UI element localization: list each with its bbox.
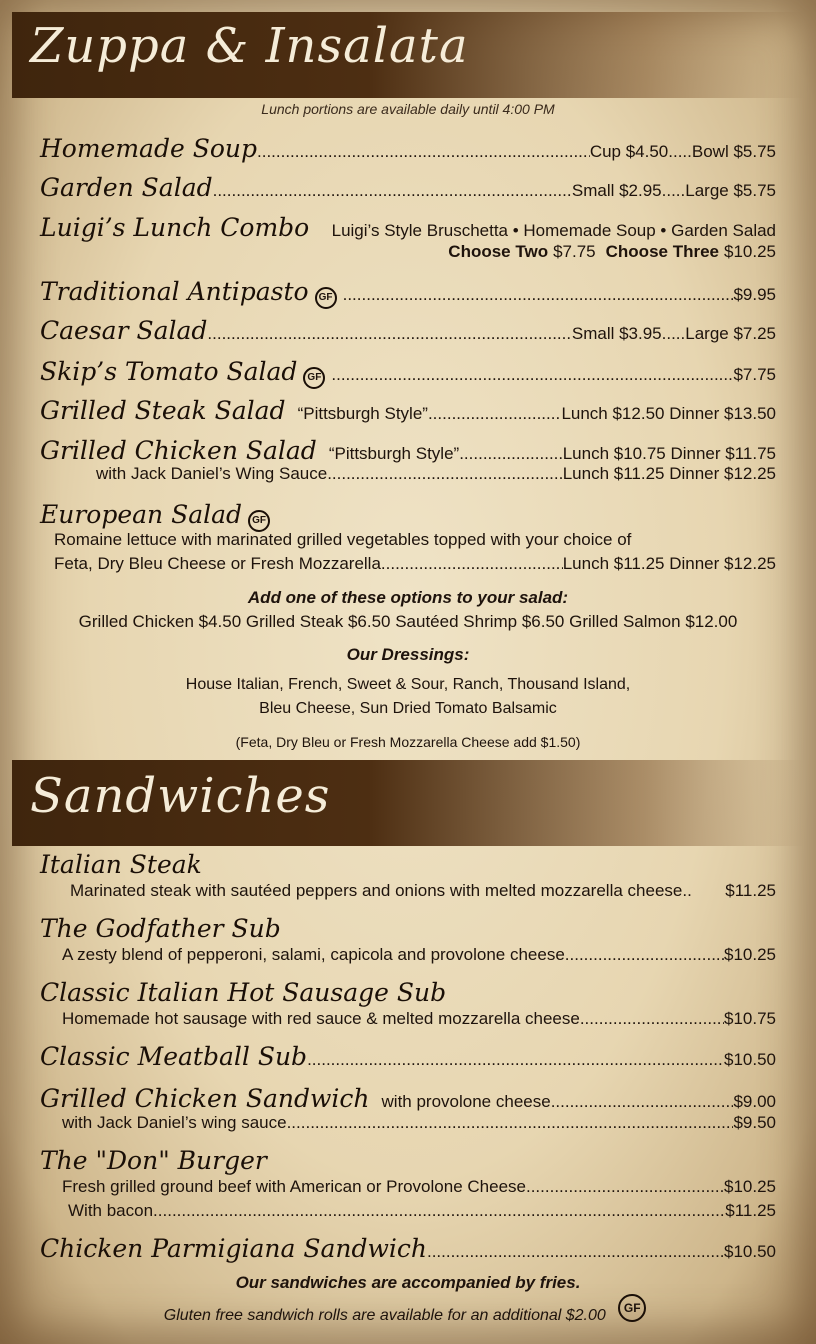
item-desc: Luigi’s Style Bruschetta • Homemade Soup • Garden Salad <box>331 221 776 240</box>
item-name: The "Don" Burger <box>40 1146 267 1175</box>
item-desc: Romaine lettuce with marinated grilled vegetables topped with your choice of <box>54 530 632 549</box>
leader-dots <box>526 1177 724 1197</box>
item-sub-price: Lunch $11.25 Dinner $12.25 <box>562 464 776 483</box>
gluten-free-badge: GF <box>303 367 325 389</box>
sandwich-hot-sausage <box>40 978 776 1007</box>
item-desc: “Pittsburgh Style” <box>328 444 460 463</box>
zuppa-title: Zuppa & Insalata <box>30 18 469 74</box>
item-price: Lunch $12.50 Dinner $13.50 <box>561 404 776 423</box>
sandwich-godfather-desc <box>62 945 776 965</box>
leader-dots <box>287 1113 734 1133</box>
dressings-line-1: House Italian, French, Sweet & Sour, Ranch, Thousand Island, <box>185 676 631 693</box>
choose-two-price: $7.75 <box>553 242 596 261</box>
item-name: Classic Meatball Sub <box>40 1042 308 1071</box>
item-price: $10.25 <box>724 945 776 964</box>
menu-item-tomato-salad <box>40 357 776 389</box>
item-desc: “Pittsburgh Style” <box>297 404 428 423</box>
leader-dots <box>428 404 561 424</box>
leader-dots <box>565 945 724 965</box>
sandwich-don-burger-desc <box>62 1177 776 1197</box>
menu-item-chicken-salad <box>40 436 776 465</box>
lunch-note: Lunch portions are available daily until 4:00 PM <box>261 101 555 117</box>
item-price: $10.50 <box>724 1242 776 1261</box>
gluten-free-badge: GF <box>315 287 337 309</box>
menu-item-antipasto <box>40 277 776 309</box>
sandwich-godfather <box>40 914 776 943</box>
leader-dots <box>427 1242 724 1262</box>
item-price: Lunch $11.25 Dinner $12.25 <box>562 554 776 573</box>
sandwich-italian-steak-desc <box>70 881 776 901</box>
item-desc: with provolone cheese <box>381 1092 551 1111</box>
cheese-note: (Feta, Dry Bleu or Fresh Mozzarella Cheese add $1.50) <box>235 734 581 750</box>
sandwich-hot-sausage-desc <box>62 1009 776 1029</box>
item-desc: Marinated steak with sautéed peppers and onions with melted mozzarella cheese.. <box>70 881 692 900</box>
item-price: $10.75 <box>724 1009 776 1028</box>
leader-dots <box>213 181 572 201</box>
sandwiches-title: Sandwiches <box>30 768 331 824</box>
sandwich-meatball <box>40 1042 776 1071</box>
item-name: Chicken Parmigiana Sandwich <box>40 1234 427 1263</box>
item-name: Italian Steak <box>40 850 202 879</box>
item-name: Grilled Chicken Sandwich <box>40 1084 370 1113</box>
addons-title: Add one of these options to your salad: <box>247 588 569 607</box>
item-name: Grilled Steak Salad <box>40 396 286 425</box>
leader-dots <box>307 1050 724 1070</box>
item-name: Caesar Salad <box>40 316 208 345</box>
item-name: Classic Italian Hot Sausage Sub <box>40 978 447 1007</box>
sandwich-italian-steak <box>40 850 776 879</box>
sandwich-grilled-chicken <box>40 1084 776 1113</box>
leader-dots <box>207 324 571 344</box>
item-price: Cup $4.50.....Bowl $5.75 <box>589 142 776 161</box>
european-salad-price-line <box>54 554 776 574</box>
item-sub-desc: With bacon <box>68 1201 154 1220</box>
leader-dots <box>257 142 590 162</box>
choose-three-price: $10.25 <box>724 242 776 261</box>
gluten-free-badge: GF <box>248 510 270 532</box>
item-name: Homemade Soup <box>40 134 257 163</box>
menu-item-chicken-salad-variant <box>96 464 776 484</box>
sandwich-don-burger-variant <box>68 1201 776 1221</box>
fries-note: Our sandwiches are accompanied by fries. <box>235 1273 581 1292</box>
sandwich-grilled-chicken-variant <box>62 1113 776 1133</box>
item-price: $9.00 <box>733 1092 776 1111</box>
dressings-title: Our Dressings: <box>346 645 470 664</box>
item-desc-2: Feta, Dry Bleu Cheese or Fresh Mozzarella <box>54 554 381 573</box>
item-price: $11.25 <box>725 881 776 900</box>
sandwich-chicken-parmigiana <box>40 1234 776 1263</box>
item-price: $7.75 <box>733 365 776 384</box>
item-desc: Homemade hot sausage with red sauce & melted mozzarella cheese <box>62 1009 580 1028</box>
item-sub-price: $11.25 <box>725 1201 776 1220</box>
sandwich-don-burger <box>40 1146 776 1175</box>
item-price: $9.95 <box>733 285 776 304</box>
item-name: Grilled Chicken Salad <box>40 436 317 465</box>
menu-item-homemade-soup <box>40 134 776 163</box>
menu-item-caesar-salad <box>40 316 776 345</box>
leader-dots <box>343 285 734 305</box>
item-name: Traditional Antipasto <box>40 277 309 306</box>
sandwiches-banner <box>12 760 804 846</box>
item-price: Lunch $10.75 Dinner $11.75 <box>562 444 776 463</box>
menu-item-lunch-combo <box>40 213 776 242</box>
item-sub-desc: with Jack Daniel’s Wing Sauce <box>96 464 328 483</box>
item-name: Garden Salad <box>40 173 213 202</box>
item-price: $10.25 <box>724 1177 776 1196</box>
menu-item-garden-salad <box>40 173 776 202</box>
item-name: The Godfather Sub <box>40 914 281 943</box>
item-price: $10.50 <box>724 1050 776 1069</box>
item-name: Skip’s Tomato Salad <box>40 357 298 386</box>
addons-list: Grilled Chicken $4.50 Grilled Steak $6.50 Sautéed Shrimp $6.50 Grilled Salmon $12.00 <box>78 612 738 631</box>
menu-item-steak-salad <box>40 396 776 425</box>
leader-dots <box>153 1201 725 1221</box>
item-name: European Salad <box>40 500 243 529</box>
leader-dots <box>327 464 563 484</box>
leader-dots <box>459 444 563 464</box>
choose-two-label: Choose Two <box>448 242 549 261</box>
item-sub-desc: with Jack Daniel’s wing sauce <box>62 1113 287 1132</box>
leader-dots <box>551 1092 734 1112</box>
zuppa-banner <box>12 12 804 98</box>
menu-item-european-salad <box>40 500 776 532</box>
gf-note-text: Gluten free sandwich rolls are available for an additional $2.00 <box>163 1307 606 1325</box>
item-price: Small $3.95.....Large $7.25 <box>571 324 776 343</box>
leader-dots <box>580 1009 724 1029</box>
item-price: Small $2.95.....Large $5.75 <box>571 181 776 200</box>
lunch-combo-prices <box>40 242 776 262</box>
item-sub-price: $9.50 <box>733 1113 776 1132</box>
european-salad-desc <box>54 530 776 550</box>
dressings-line-2: Bleu Cheese, Sun Dried Tomato Balsamic <box>259 700 557 717</box>
item-name: Luigi’s Lunch Combo <box>40 213 310 242</box>
leader-dots <box>381 554 563 574</box>
item-desc: Fresh grilled ground beef with American or Provolone Cheese <box>62 1177 526 1196</box>
gluten-free-badge: GF <box>618 1294 646 1322</box>
leader-dots <box>331 365 733 385</box>
item-desc: A zesty blend of pepperoni, salami, capicola and provolone cheese <box>62 945 565 964</box>
choose-three-label: Choose Three <box>605 242 719 261</box>
gluten-free-note <box>0 1302 816 1330</box>
